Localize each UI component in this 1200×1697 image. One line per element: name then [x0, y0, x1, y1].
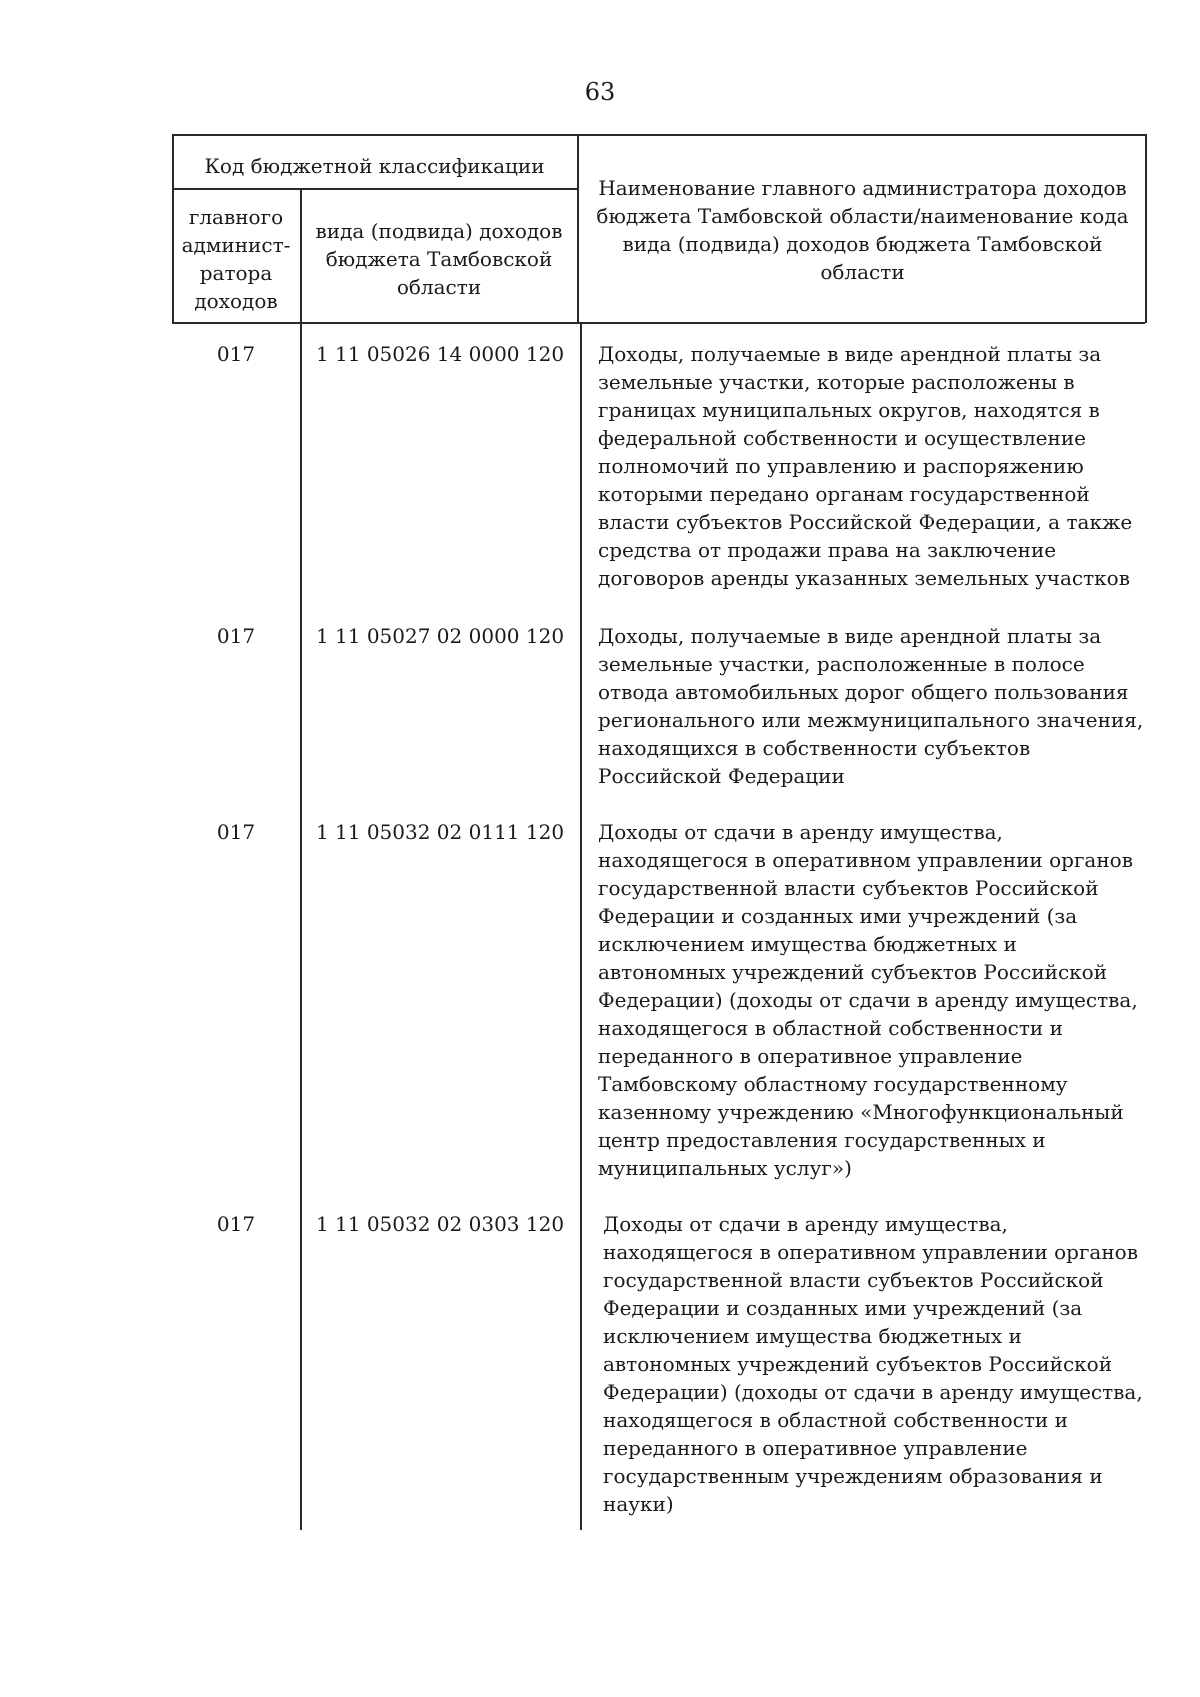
row-3-admin-code: 017: [216, 820, 256, 844]
row-4-admin-code: 017: [216, 1212, 256, 1236]
row-4-revenue-name: Доходы от сдачи в аренду имущества, находящегося в оперативном управлении органов государственной власти субъектов Российской Федерации и созданных ими учреждений (за исключением имущества бюджетных и автономных учреждений субъектов Российской Федерации) (доходы от сдачи в аренду имущества, находящегося в областной собственности и переданного в оперативное управление государственным учреждениям образования и науки): [603, 1212, 1143, 1516]
header-col1-label: главного админист-ратора доходов: [181, 205, 291, 313]
row-2-revenue-name: Доходы, получаемые в виде арендной платы за земельные участки, расположенные в полосе отвода автомобильных дорог общего пользования регионального или межмуниципального значения, находящихся в собственности субъектов Российской Федерации: [598, 624, 1144, 788]
row-3-revenue-code: 1 11 05032 02 0111 120: [315, 820, 565, 844]
page-number: 63: [584, 78, 616, 106]
header-bottom-border: [172, 322, 1145, 324]
row-1-revenue-code: 1 11 05026 14 0000 120: [315, 342, 565, 366]
row-4-revenue-code: 1 11 05032 02 0303 120: [315, 1212, 565, 1236]
body-col1-divider: [300, 322, 302, 1530]
row-2-revenue-code: 1 11 05027 02 0000 120: [315, 624, 565, 648]
header-right-border: [1145, 134, 1147, 323]
header-group-divider: [172, 188, 577, 190]
row-1-revenue-name: Доходы, получаемые в виде арендной платы за земельные участки, которые расположены в границах муниципальных округов, находятся в федеральной собственности и осуществление полномочий по управлению и распоряжению которыми передано органам государственной власти субъектов Российской Федерации, а также средства от продажи права на заключение договоров аренды указанных земельных участков: [598, 342, 1133, 590]
header-col2-label: вида (подвида) доходов бюджета Тамбовской области: [315, 219, 563, 299]
header-col2-divider: [577, 134, 579, 323]
row-1-admin-code: 017: [216, 342, 256, 366]
body-col2-divider: [580, 322, 582, 1530]
header-group-label: Код бюджетной классификации: [204, 154, 545, 178]
header-top-border: [172, 134, 1145, 136]
header-col1-divider: [300, 188, 302, 323]
row-2-admin-code: 017: [216, 624, 256, 648]
row-3-revenue-name: Доходы от сдачи в аренду имущества, находящегося в оперативном управлении органов государственной власти субъектов Российской Федерации и созданных ими учреждений (за исключением имущества бюджетных и автономных учреждений субъектов Российской Федерации) (доходы от сдачи в аренду имущества, находящегося в областной собственности и переданного в оперативное управление Тамбовскому областному государственному казенному учреждению «Многофункциональный центр предоставления государственных и муниципальных услуг»): [598, 820, 1138, 1180]
header-col3-label: Наименование главного администратора доходов бюджета Тамбовской области/наименование кода вида (подвида) доходов бюджета Тамбовской области: [596, 176, 1129, 284]
